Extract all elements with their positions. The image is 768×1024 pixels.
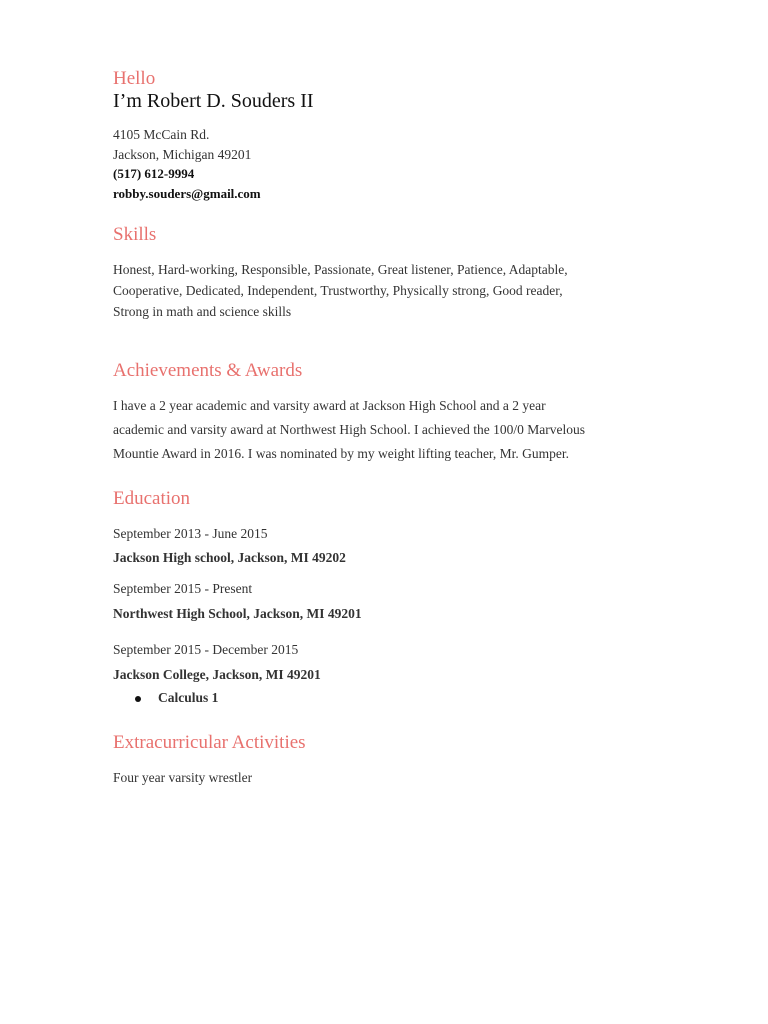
skills-line: Strong in math and science skills: [113, 304, 292, 319]
education-dates: September 2015 - Present: [113, 581, 253, 596]
education-school: Jackson High school, Jackson, MI 49202: [113, 550, 346, 565]
bullet-icon: [135, 696, 141, 702]
education-dates: September 2015 - December 2015: [113, 642, 299, 657]
education-school: Jackson College, Jackson, MI 49201: [113, 667, 321, 682]
contact-phone: (517) 612-9994: [113, 166, 195, 181]
skills-heading: Skills: [113, 224, 157, 245]
contact-street: 4105 McCain Rd.: [113, 127, 210, 142]
course-item: Calculus 1: [158, 690, 219, 705]
extracurricular-text: Four year varsity wrestler: [113, 770, 253, 785]
achievements-heading: Achievements & Awards: [113, 360, 303, 381]
achievements-line: I have a 2 year academic and varsity award at Jackson High School and a 2 year: [113, 398, 546, 413]
contact-city: Jackson, Michigan 49201: [113, 147, 252, 162]
achievements-line: Mountie Award in 2016. I was nominated by my weight lifting teacher, Mr. Gumper.: [113, 446, 570, 461]
education-dates: September 2013 - June 2015: [113, 526, 268, 541]
resume-page: [113, 0, 673, 1024]
skills-line: Cooperative, Dedicated, Independent, Trustworthy, Physically strong, Good reader,: [113, 283, 563, 298]
education-heading: Education: [113, 488, 191, 509]
achievements-line: academic and varsity award at Northwest High School. I achieved the 100/0 Marvelous: [113, 422, 585, 437]
full-name: I’m Robert D. Souders II: [113, 90, 314, 112]
education-school: Northwest High School, Jackson, MI 49201: [113, 606, 362, 621]
contact-email[interactable]: robby.souders@gmail.com: [113, 186, 261, 201]
skills-line: Honest, Hard-working, Responsible, Passionate, Great listener, Patience, Adaptable,: [113, 262, 568, 277]
greeting: Hello: [113, 68, 156, 89]
extracurricular-heading: Extracurricular Activities: [113, 732, 306, 753]
